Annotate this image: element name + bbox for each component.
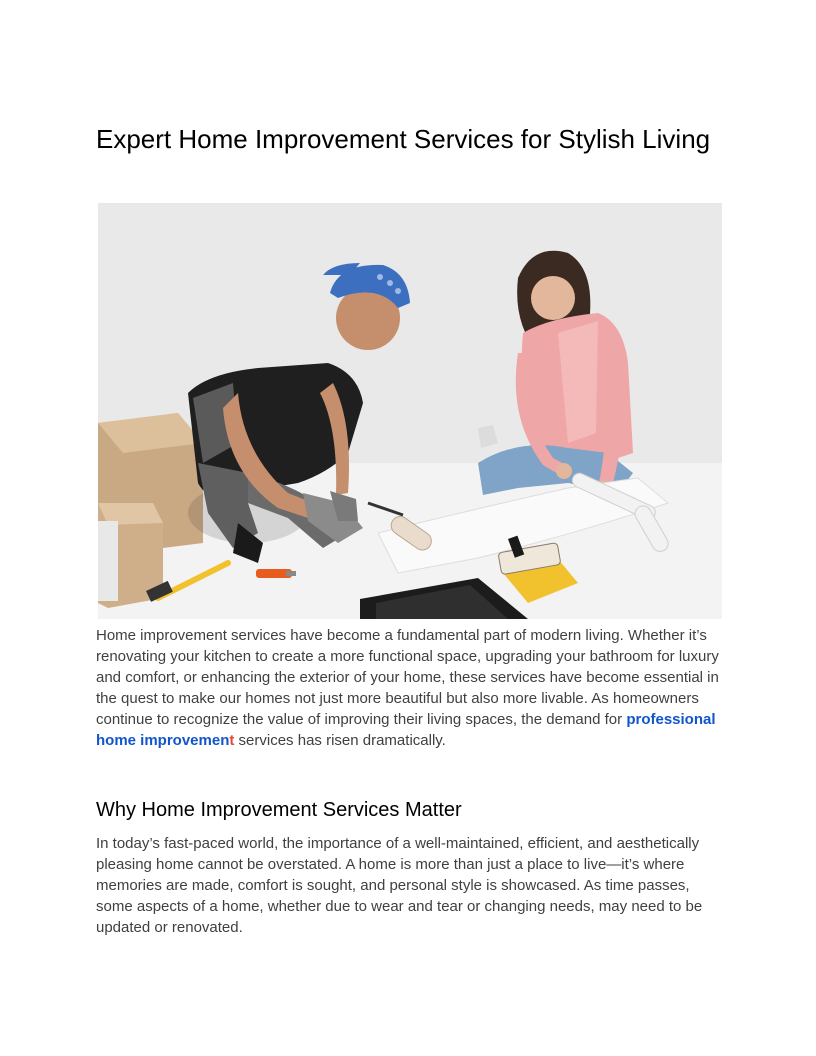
intro-text-after-link: services has risen dramatically.: [234, 732, 446, 749]
section-heading: Why Home Improvement Services Matter: [96, 799, 462, 821]
link-text-tail: t: [229, 732, 235, 749]
page-title: Expert Home Improvement Services for Stylish Living: [96, 124, 711, 154]
intro-text-before-link: Home improvement services have become a fundamental part of modern living. Whether it’s renovating your kitchen to create a more functional space, upgrading your bathroom for luxury and comfort, or enhancing the exterior of your home, these services have become essential in the quest to make our homes not just more beautiful but also more livable. As homeowners continue to recognize the value of improving their living spaces, the demand for: [96, 627, 719, 728]
photo-icon: [98, 203, 722, 619]
intro-paragraph: [96, 625, 722, 751]
section-paragraph: In today’s fast-paced world, the importance of a well-maintained, efficient, and aesthetically pleasing home cannot be overstated. A home is more than just a place to live—it’s where memories are made, comfort is sought, and personal style is showcased. As time passes, some aspects of a home, whether due to wear and tear or changing needs, may need to be updated or renovated.: [96, 835, 703, 936]
hero-image: [98, 203, 722, 619]
link-text: professional home improvemen: [96, 711, 716, 749]
